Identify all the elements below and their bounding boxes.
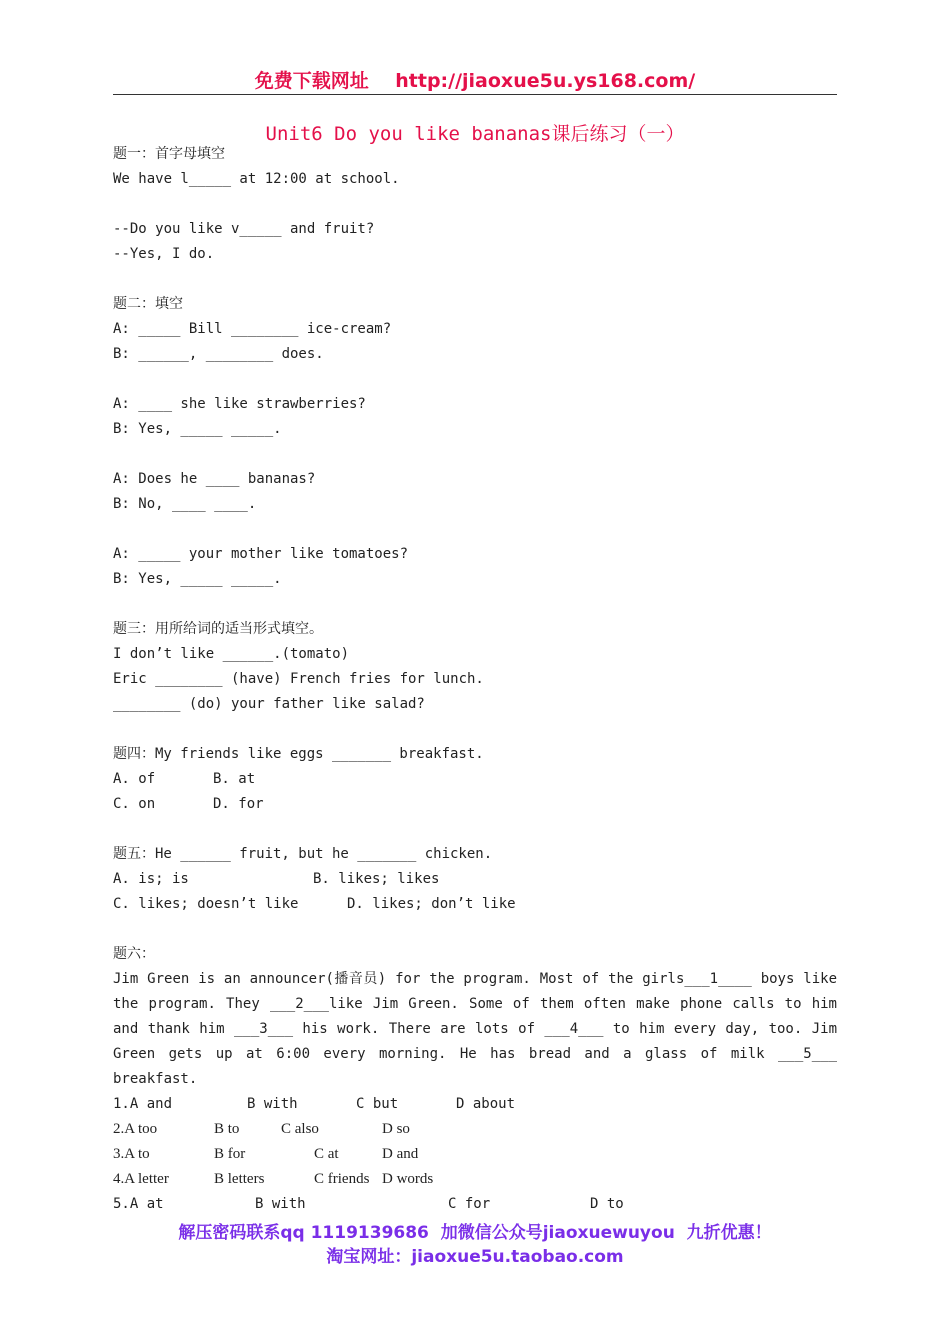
q2-dialog-line: B: Yes, _____ _____. (113, 571, 282, 587)
footer-contact: 解压密码联系qq 1119139686 加微信公众号jiaoxuewuyou 九折优惠！ (178, 1223, 772, 1243)
q5-options-row (113, 892, 837, 917)
q6-choice: 5.A at (113, 1196, 164, 1212)
q3-line: ________ (do) your father like salad? (113, 696, 425, 712)
q6-choice: D and (382, 1146, 419, 1162)
q6-choice: D so (382, 1121, 410, 1137)
q6-choice: B with (247, 1096, 298, 1112)
q6-heading: 题六： (113, 946, 155, 962)
q2-dialog-line: B: No, ____ ____. (113, 496, 257, 512)
q6-choice-row (113, 1117, 837, 1142)
q6-choice: D about (456, 1096, 516, 1112)
q6-choice: D to (590, 1196, 624, 1212)
document-body (113, 142, 837, 1217)
q6-choice: 2.A too (113, 1121, 158, 1137)
footer-shop-link[interactable]: 淘宝网址：jiaoxue5u.taobao.com (326, 1247, 624, 1267)
q6-passage-line: and thank him ___3___ his work. There are lots of ___4___ to him every day, too. Jim (113, 1021, 837, 1037)
q2-dialog-line: B: ______, ________ does. (113, 346, 324, 362)
q1-line: --Do you like v_____ and fruit? (113, 221, 375, 237)
q6-choice-row (113, 1092, 837, 1117)
q2-dialog-line: A: _____ Bill ________ ice-cream? (113, 321, 392, 337)
q4-option: A. of (113, 771, 156, 787)
q6-choice: 4.A letter (113, 1171, 169, 1187)
q4-option: C. on (113, 796, 156, 812)
q3-heading: 题三：用所给词的适当形式填空。 (113, 621, 323, 637)
q6-passage-line: Jim Green is an announcer(播音员) for the program. Most of the girls___1____ boys like (113, 971, 837, 987)
q4-heading: 题四：My friends like eggs _______ breakfast. (113, 746, 484, 762)
header-banner (0, 66, 950, 93)
q1-line: We have l_____ at 12:00 at school. (113, 171, 400, 187)
q2-dialog-line: A: ____ she like strawberries? (113, 396, 366, 412)
header-url-link[interactable]: http://jiaoxue5u.ys168.com/ (395, 70, 696, 92)
q6-passage-line: Green gets up at 6:00 every morning. He has bread and a glass of milk ___5___ (113, 1046, 837, 1062)
q5-option: A. is; is (113, 871, 189, 887)
page-title: Unit6 Do you like bananas课后练习（一） (265, 123, 685, 145)
q6-choice: B letters (214, 1171, 265, 1187)
q5-options-row (113, 867, 837, 892)
q4-option: B. at (213, 771, 256, 787)
q6-choice: D words (382, 1171, 434, 1187)
q6-choice: 3.A to (113, 1146, 150, 1162)
q4-option: D. for (213, 796, 264, 812)
q5-option: C. likes; doesn’t like (113, 896, 299, 912)
q5-option: D. likes; don’t like (347, 896, 516, 912)
q6-passage-line: breakfast. (113, 1071, 198, 1087)
q6-choice: 1.A and (113, 1096, 173, 1112)
q6-choice: C for (448, 1196, 491, 1212)
q6-choice: C friends (314, 1171, 370, 1187)
header-label: 免费下载网址 (254, 70, 369, 92)
q6-choice-row (113, 1142, 837, 1167)
q2-dialog-line: A: _____ your mother like tomatoes? (113, 546, 409, 562)
q6-choice: B to (214, 1121, 240, 1137)
q2-dialog-line: A: Does he ____ bananas? (113, 471, 316, 487)
q5-option: B. likes; likes (313, 871, 440, 887)
q1-line: --Yes, I do. (113, 246, 215, 262)
q6-choice-row (113, 1167, 837, 1192)
q5-heading: 题五：He ______ fruit, but he _______ chicken. (113, 846, 493, 862)
q6-choice: C at (314, 1146, 339, 1162)
q1-heading: 题一：首字母填空 (113, 146, 225, 162)
q6-choice-row (113, 1192, 837, 1217)
q6-passage-line: the program. They ___2___like Jim Green. Some of them often make phone calls to him (113, 996, 837, 1012)
q6-choice: C also (281, 1121, 319, 1137)
q2-dialog-line: B: Yes, _____ _____. (113, 421, 282, 437)
q4-options-row (113, 792, 837, 817)
q6-choice: B with (255, 1196, 306, 1212)
q3-line: Eric ________ (have) French fries for lunch. (113, 671, 484, 687)
header-divider (113, 94, 837, 95)
q4-options-row (113, 767, 837, 792)
q6-choice: B for (214, 1146, 246, 1162)
q2-heading: 题二：填空 (113, 296, 183, 312)
q6-choice: C but (356, 1096, 399, 1112)
q3-line: I don’t like ______.(tomato) (113, 646, 350, 662)
